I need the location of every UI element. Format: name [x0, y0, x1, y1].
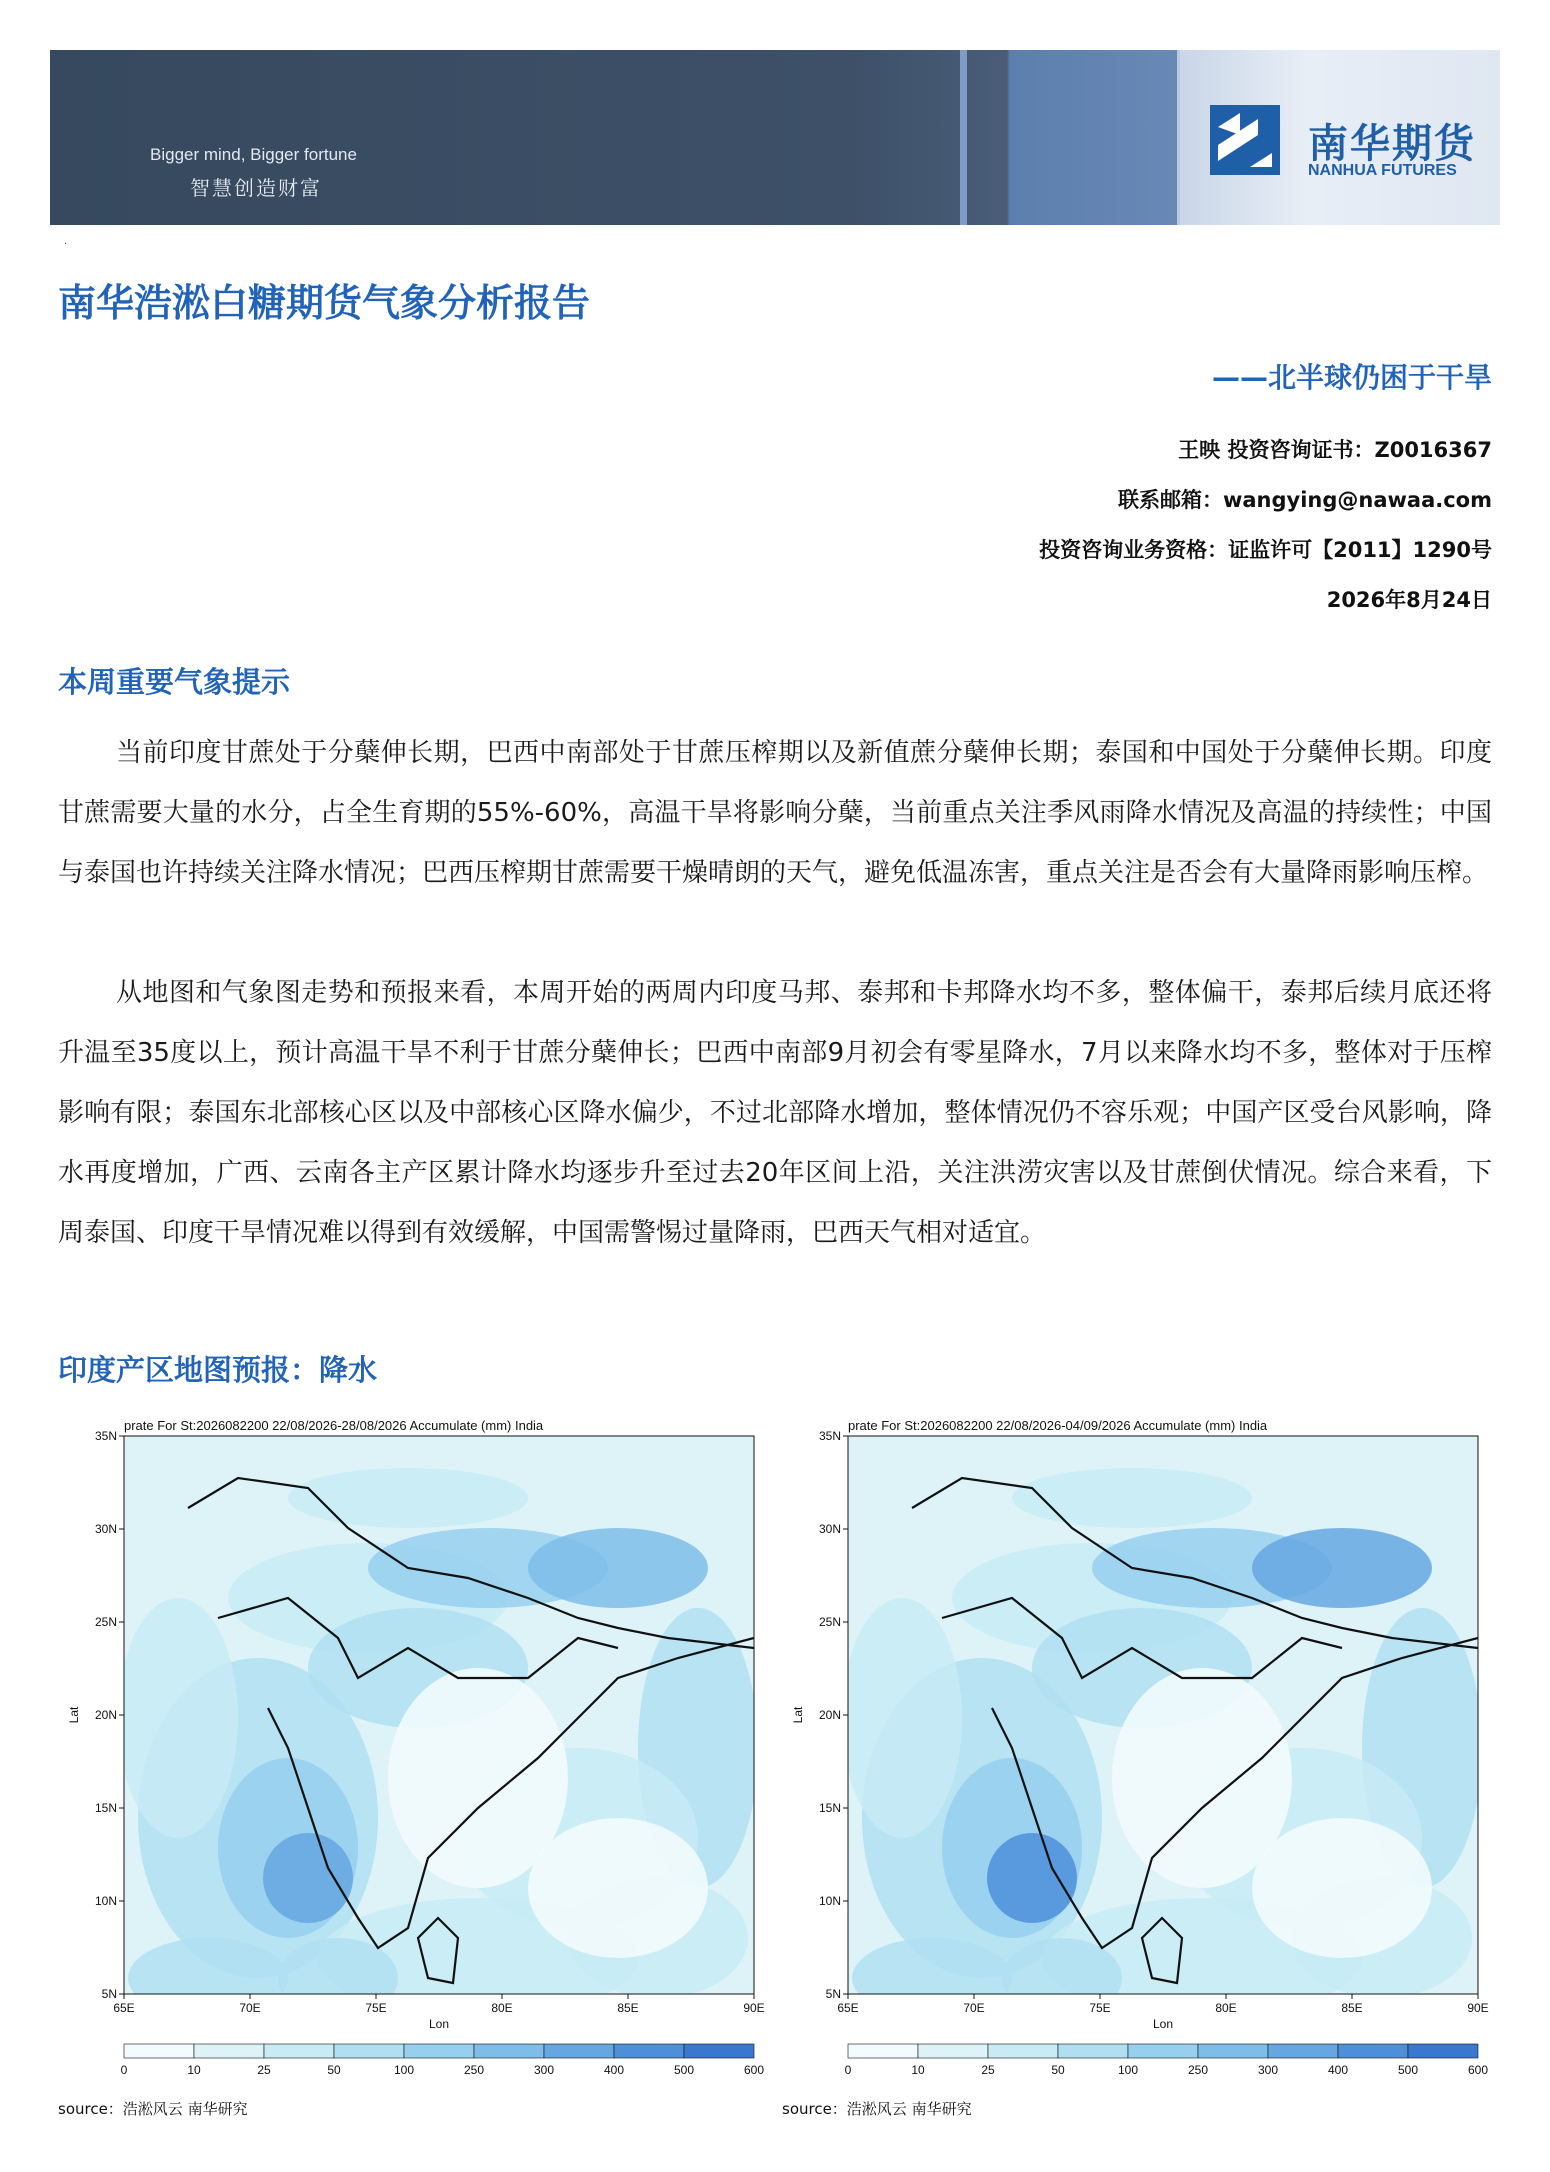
colorbar-label: 250: [463, 2063, 485, 2077]
y-tick-label: 30N: [94, 1522, 117, 1536]
colorbar-swatch: [848, 2044, 918, 2058]
colorbar-swatch: [194, 2044, 264, 2058]
colorbar-label: 25: [257, 2063, 271, 2077]
y-tick-label: 35N: [818, 1429, 841, 1443]
y-tick-label: 10N: [818, 1894, 841, 1908]
rain-map-canvas: [782, 1418, 1502, 2077]
map-title: prate For St:2026082200 22/08/2026-28/08/2026 Accumulate (mm) India: [124, 1418, 544, 1433]
x-tick-label: 75E: [365, 2001, 387, 2015]
nanhua-logo-icon: [1210, 105, 1280, 175]
colorbar-swatch: [1198, 2044, 1268, 2058]
precip-contour: [842, 1598, 962, 1838]
section-heading-map: 印度产区地图预报：降水: [58, 1353, 378, 1387]
paragraph-1: 当前印度甘蔗处于分蘖伸长期，巴西中南部处于甘蔗压榨期以及新值蔗分蘖伸长期；泰国和中国处于分蘖伸长期。印度甘蔗需要大量的水分，占全生育期的55%-60%，高温干旱将影响分蘖，当前重点关注季风雨降水情况及高温的持续性；中国与泰国也许持续关注降水情况；巴西压榨期甘蔗需要干燥晴朗的天气，避免低温冻害，重点关注是否会有大量降雨影响压榨。: [58, 738, 1492, 888]
y-tick-label: 15N: [94, 1801, 117, 1815]
y-tick-label: 5N: [825, 1987, 841, 2001]
colorbar-swatch: [1268, 2044, 1338, 2058]
dry-region: [528, 1818, 708, 1958]
colorbar-label: 400: [603, 2063, 625, 2077]
y-tick-label: 25N: [94, 1615, 117, 1629]
colorbar-label: 10: [187, 2063, 201, 2077]
report-subtitle: ——北半球仍困于干旱: [1211, 361, 1492, 394]
colorbar-label: 25: [981, 2063, 995, 2077]
precip-contour: [1252, 1528, 1432, 1608]
colorbar-label: 600: [743, 2063, 765, 2077]
report-title: 南华浩淞白糖期货气象分析报告: [58, 281, 591, 325]
banner-accent-strip: [960, 50, 967, 225]
x-tick-label: 65E: [837, 2001, 859, 2015]
colorbar-swatch: [474, 2044, 544, 2058]
y-axis-label: Lat: [67, 1706, 81, 1724]
precip-contour: [987, 1833, 1077, 1923]
report-date: 2026年8月24日: [1326, 588, 1492, 612]
colorbar-swatch: [334, 2044, 404, 2058]
colorbar-swatch: [124, 2044, 194, 2058]
colorbar-swatch: [1408, 2044, 1478, 2058]
colorbar-label: 50: [1051, 2063, 1065, 2077]
precip-contour: [1012, 1468, 1252, 1528]
rain-map-week1: [58, 1418, 778, 2118]
y-tick-label: 30N: [818, 1522, 841, 1536]
dry-region: [1252, 1818, 1432, 1958]
colorbar-swatch: [918, 2044, 988, 2058]
colorbar-label: 500: [1397, 2063, 1419, 2077]
x-tick-label: 90E: [743, 2001, 765, 2015]
slogan-english: Bigger mind, Bigger fortune: [150, 145, 357, 164]
y-axis-label: Lat: [791, 1706, 805, 1724]
colorbar-swatch: [1058, 2044, 1128, 2058]
y-tick-label: 20N: [818, 1708, 841, 1722]
colorbar-swatch: [614, 2044, 684, 2058]
x-tick-label: 70E: [239, 2001, 261, 2015]
precip-contour: [118, 1598, 238, 1838]
rain-map-week2: [782, 1418, 1502, 2118]
author-line: 王映 投资咨询证书：Z0016367: [1178, 438, 1492, 462]
slogan-chinese: 智慧创造财富: [190, 176, 322, 200]
colorbar-label: 250: [1187, 2063, 1209, 2077]
x-tick-label: 85E: [1341, 2001, 1363, 2015]
colorbar-label: 0: [120, 2063, 128, 2077]
precip-contour: [128, 1938, 288, 2018]
map-source: source：浩淞风云 南华研究: [782, 2100, 972, 2118]
colorbar-swatch: [988, 2044, 1058, 2058]
x-tick-label: 75E: [1089, 2001, 1111, 2015]
map-source: source：浩淞风云 南华研究: [58, 2100, 248, 2118]
colorbar-swatch: [1338, 2044, 1408, 2058]
x-tick-label: 90E: [1467, 2001, 1489, 2015]
logo-text-chinese: 南华期货: [1308, 121, 1476, 167]
x-tick-label: 85E: [617, 2001, 639, 2015]
precip-contour: [263, 1833, 353, 1923]
colorbar-swatch: [684, 2044, 754, 2058]
colorbar-label: 400: [1327, 2063, 1349, 2077]
colorbar-label: 300: [1257, 2063, 1279, 2077]
license-line: 投资咨询业务资格：证监许可【2011】1290号: [1039, 538, 1492, 562]
colorbar-swatch: [404, 2044, 474, 2058]
colorbar-swatch: [264, 2044, 334, 2058]
y-tick-label: 5N: [101, 1987, 117, 2001]
x-tick-label: 80E: [491, 2001, 513, 2015]
x-tick-label: 65E: [113, 2001, 135, 2015]
rain-map-canvas: [58, 1418, 778, 2077]
x-tick-label: 70E: [963, 2001, 985, 2015]
colorbar-swatch: [1128, 2044, 1198, 2058]
email-line: 联系邮箱：wangying@nawaa.com: [1117, 488, 1492, 512]
section-heading-weekly: 本周重要气象提示: [58, 665, 291, 699]
banner-accent-strip-2: [1177, 50, 1180, 225]
precip-contour: [528, 1528, 708, 1608]
x-tick-label: 80E: [1215, 2001, 1237, 2015]
precip-contour: [852, 1938, 1012, 2018]
colorbar-label: 100: [1117, 2063, 1139, 2077]
precip-contour: [288, 1468, 528, 1528]
y-tick-label: 20N: [94, 1708, 117, 1722]
page-marker: .: [64, 236, 68, 247]
colorbar-label: 300: [533, 2063, 555, 2077]
colorbar-label: 500: [673, 2063, 695, 2077]
x-axis-label: Lon: [428, 2017, 450, 2031]
colorbar-swatch: [544, 2044, 614, 2058]
colorbar-label: 10: [911, 2063, 925, 2077]
colorbar-label: 50: [327, 2063, 341, 2077]
colorbar-label: 0: [844, 2063, 852, 2077]
logo-text-english: NANHUA FUTURES: [1308, 162, 1457, 179]
y-tick-label: 10N: [94, 1894, 117, 1908]
paragraph-2: 从地图和气象图走势和预报来看，本周开始的两周内印度马邦、泰邦和卡邦降水均不多，整体偏干，泰邦后续月底还将升温至35度以上，预计高温干旱不利于甘蔗分蘖伸长；巴西中南部9月初会有零星降水，7月以来降水均不多，整体对于压榨影响有限；泰国东北部核心区以及中部核心区降水偏少，不过北部降水增加，整体情况仍不容乐观；中国产区受台风影响，降水再度增加，广西、云南各主产区累计降水均逐步升至过去20年区间上沿，关注洪涝灾害以及甘蔗倒伏情况。综合来看，下周泰国、印度干旱情况难以得到有效缓解，中国需警惕过量降雨，巴西天气相对适宜。: [58, 978, 1492, 1248]
y-tick-label: 25N: [818, 1615, 841, 1629]
precipitation-field: [842, 1436, 1482, 2018]
y-tick-label: 35N: [94, 1429, 117, 1443]
colorbar-label: 600: [1467, 2063, 1489, 2077]
x-axis-label: Lon: [1152, 2017, 1174, 2031]
header-banner: [50, 50, 1500, 225]
colorbar-label: 100: [393, 2063, 415, 2077]
precipitation-field: [118, 1436, 758, 2018]
map-title: prate For St:2026082200 22/08/2026-04/09/2026 Accumulate (mm) India: [848, 1418, 1268, 1433]
y-tick-label: 15N: [818, 1801, 841, 1815]
